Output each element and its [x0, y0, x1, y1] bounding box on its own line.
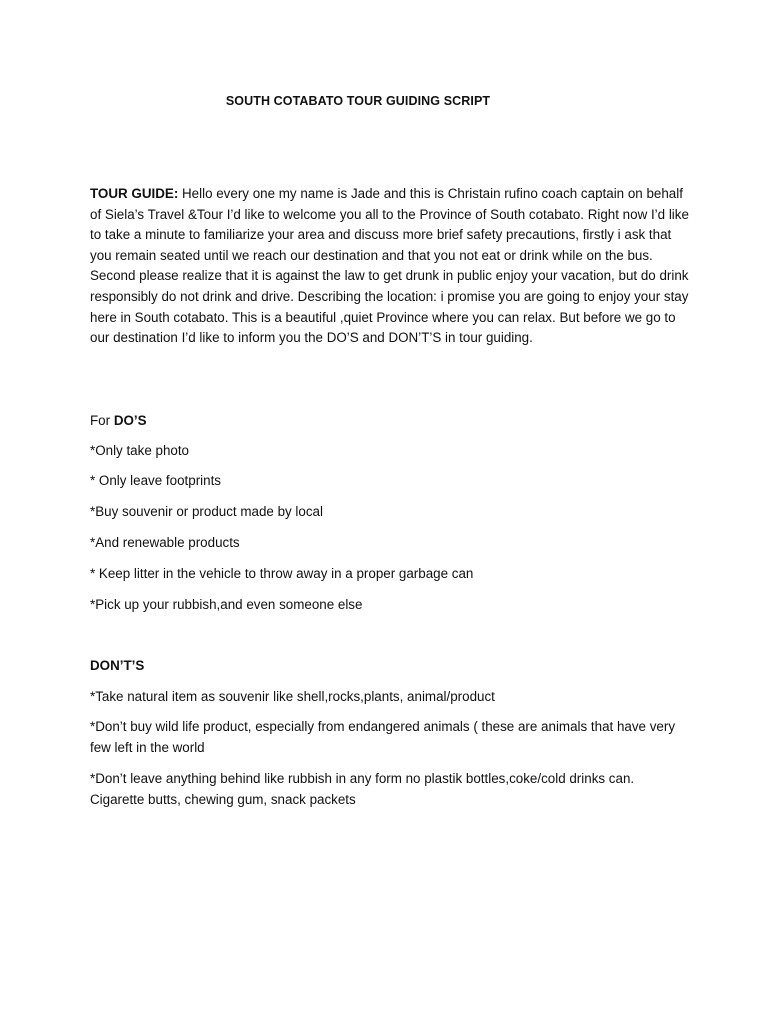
dos-item: *Buy souvenir or product made by local — [90, 504, 323, 519]
dos-item: *Pick up your rubbish,and even someone else — [90, 597, 363, 612]
dos-item: *And renewable products — [90, 535, 240, 550]
dos-item: * Only leave footprints — [90, 473, 221, 488]
dos-item: *Only take photo — [90, 443, 190, 458]
intro-paragraph — [90, 184, 690, 349]
document-title: SOUTH COTABATO TOUR GUIDING SCRIPT — [225, 94, 491, 108]
intro-text: Hello every one my name is Jade and this is Christain rufino coach captain on behalf of Siela’s Travel &Tour I’d like to welcome you all to the Province of South cotabato. Right now I’d like to take a minute to familiarize your area and discuss more brief safety precautions, firstly i ask that you remain seated until we reach our destination and that you not eat or drink while on the bus. Second please realize that it is against the law to get drunk in public enjoy your vacation, but do drink responsibly do not drink and drive. Describing the location: i promise you are going to enjoy your stay here in South cotabato. This is a beautiful ,quiet Province where you can relax. But before we go to our destination I’d like to inform you the DO’S and DON’T’S in tour guiding. — [90, 186, 689, 346]
donts-item: *Don’t leave anything behind like rubbish in any form no plastik bottles,coke/cold drinks can. Cigarette butts, chewing gum, snack packets — [90, 771, 635, 807]
donts-item: *Don’t buy wild life product, especially from endangered animals ( these are animals that have very few left in the world — [90, 719, 676, 755]
donts-item: *Take natural item as souvenir like shell,rocks,plants, animal/product — [90, 689, 495, 704]
dos-heading-label: DO’S — [113, 413, 147, 428]
dos-prefix: For — [90, 413, 114, 428]
dos-item: * Keep litter in the vehicle to throw away in a proper garbage can — [90, 566, 474, 581]
intro-label: TOUR GUIDE: — [90, 186, 179, 201]
dos-heading — [90, 411, 147, 431]
donts-heading: DON’T’S — [90, 658, 145, 673]
